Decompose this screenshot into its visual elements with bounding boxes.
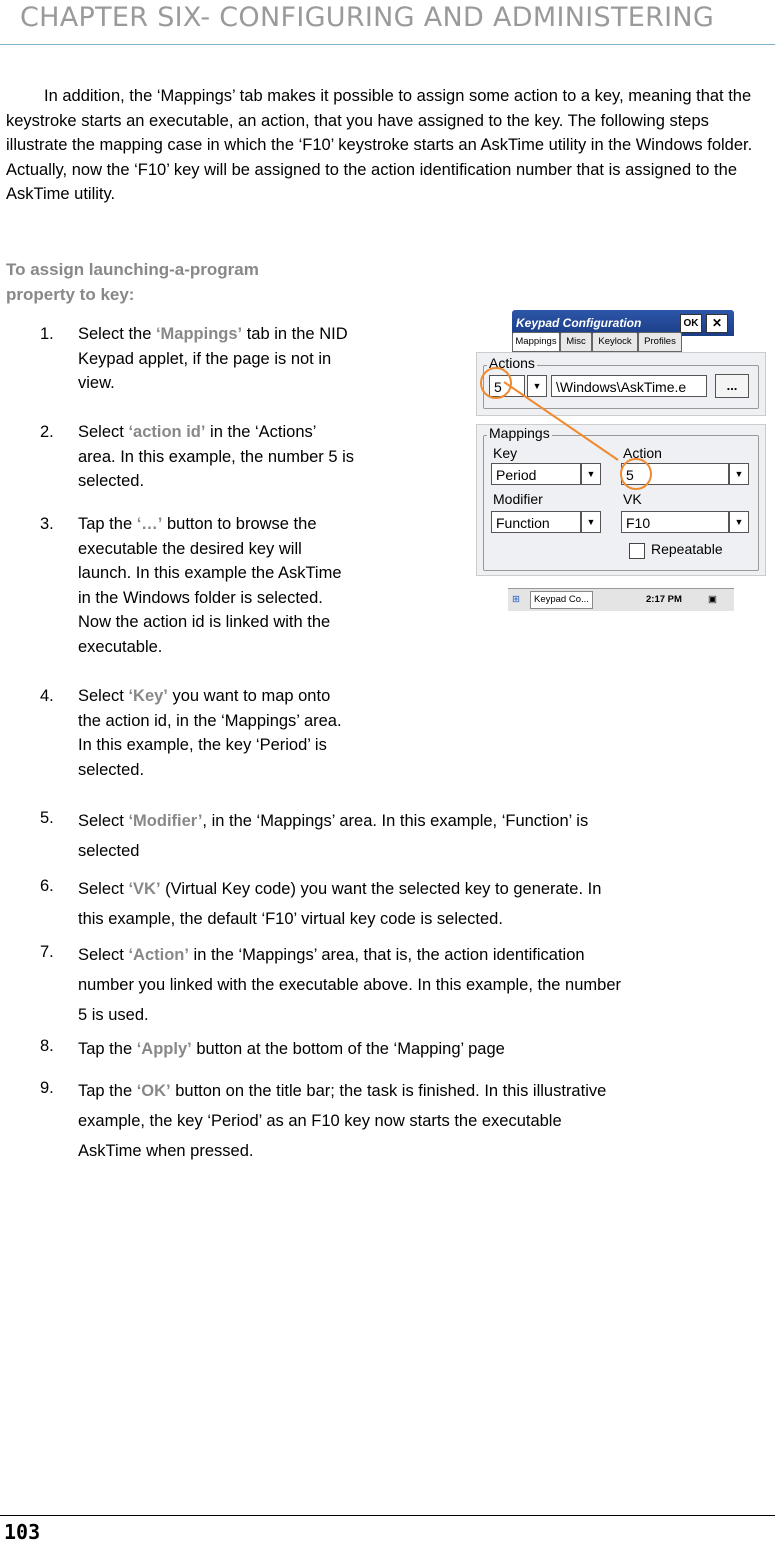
taskbar-time: 2:17 PM — [646, 594, 682, 605]
step-number: 9. — [40, 1079, 54, 1097]
step-text — [78, 1034, 505, 1064]
step-line: Keypad applet, if the page is not in — [78, 349, 332, 368]
tab-misc[interactable]: Misc — [560, 332, 592, 352]
vk-label: VK — [623, 491, 642, 507]
chevron-down-icon[interactable]: ▼ — [527, 375, 547, 397]
step-line-1: , in the ‘Mappings’ area. In this example, ‘Function’ is — [202, 812, 589, 830]
step-number: 3. — [40, 515, 54, 533]
vk-select[interactable]: F10 — [621, 511, 729, 533]
tab-profiles[interactable]: Profiles — [638, 332, 682, 352]
step-line: selected — [78, 842, 140, 860]
window-title: Keypad Configuration — [516, 316, 642, 330]
step-line: this example, the default ‘F10’ virtual key code is selected. — [78, 910, 503, 928]
step-number: 8. — [40, 1037, 54, 1055]
step-line: launch. In this example the AskTime — [78, 564, 342, 582]
actions-label: Actions — [489, 355, 535, 371]
action-select[interactable]: 5 — [621, 463, 729, 485]
subheading-line-2: property to key: — [6, 285, 135, 304]
step-prefix: Select — [78, 880, 129, 898]
browse-button[interactable]: ... — [715, 374, 749, 398]
step-line: example, the key ‘Period’ as an F10 key now starts the executable — [78, 1112, 562, 1130]
section-subheading — [6, 257, 366, 307]
step-keyword: ‘…’ — [136, 515, 163, 533]
step-line-1: button on the title bar; the task is finished. In this illustrative — [170, 1082, 607, 1100]
chevron-down-icon[interactable]: ▼ — [729, 511, 749, 533]
step-keyword: ‘Key’ — [128, 687, 168, 705]
step-text — [78, 940, 621, 1030]
step-keyword: ‘Action’ — [128, 946, 189, 964]
key-select[interactable]: Period — [491, 463, 581, 485]
mappings-label: Mappings — [489, 425, 550, 441]
step-text — [78, 806, 588, 866]
tab-mappings[interactable]: Mappings — [512, 332, 560, 352]
chevron-down-icon[interactable]: ▼ — [581, 511, 601, 533]
step-number: 5. — [40, 809, 54, 827]
step-keyword: ‘VK’ — [128, 880, 161, 898]
highlight-overlay — [476, 308, 766, 614]
step-line-1: in the ‘Actions’ — [205, 423, 317, 441]
step-number: 1. — [40, 325, 54, 343]
step-keyword: ‘Apply’ — [136, 1040, 192, 1058]
step-keyword: ‘OK’ — [136, 1082, 171, 1100]
step-line: area. In this example, the number 5 is — [78, 447, 355, 466]
step-line-1: button at the bottom of the ‘Mapping’ page — [191, 1040, 505, 1058]
intro-paragraph — [6, 84, 768, 207]
keypad-config-screenshot — [476, 308, 766, 614]
step-prefix: Tap the — [78, 1082, 137, 1100]
tray-icon[interactable]: ▣ — [708, 594, 717, 605]
chevron-down-icon[interactable]: ▼ — [581, 463, 601, 485]
close-icon[interactable]: ✕ — [706, 314, 728, 333]
step-keyword: ‘action id’ — [128, 423, 206, 441]
step-text — [78, 420, 354, 494]
step-line: 5 is used. — [78, 1006, 149, 1024]
page-number: 103 — [4, 1520, 41, 1544]
highlight-circle-action — [621, 459, 651, 489]
step-line-1: (Virtual Key code) you want the selected key to generate. In — [160, 880, 602, 898]
modifier-label: Modifier — [493, 491, 543, 507]
step-number: 4. — [40, 687, 54, 705]
subheading-line-1: To assign launching-a-program — [6, 260, 259, 279]
step-prefix: Select the — [78, 325, 156, 343]
tab-keylock[interactable]: Keylock — [592, 332, 638, 352]
start-icon[interactable]: ⊞ — [512, 594, 520, 605]
action-path-field[interactable]: \Windows\AskTime.e — [551, 375, 707, 397]
step-number: 2. — [40, 423, 54, 441]
step-line: executable. — [78, 637, 163, 656]
step-number: 6. — [40, 877, 54, 895]
step-text — [78, 512, 342, 659]
step-line: AskTime when pressed. — [78, 1142, 254, 1160]
step-keyword: ‘Mappings’ — [155, 325, 243, 343]
step-line: in the Windows folder is selected. — [78, 588, 323, 607]
step-prefix: Select — [78, 423, 129, 441]
intro-text: In addition, the ‘Mappings’ tab makes it possible to assign some action to a key, meaning that the keystroke starts an executable, an action, that you have assigned to the key. The following steps illustrate the mapping case in which the ‘F10’ keystroke starts an AskTime utility in the Windows folder. Actually, now the ‘F10’ key will be assigned to the action identification number that is assigned to the AskTime utility. — [6, 87, 753, 203]
step-keyword: ‘Modifier’ — [128, 812, 203, 830]
page-header — [0, 0, 775, 45]
step-text — [78, 1076, 606, 1166]
repeatable-label: Repeatable — [651, 541, 723, 557]
step-number: 7. — [40, 943, 54, 961]
step-line: view. — [78, 374, 115, 392]
step-text — [78, 322, 348, 396]
step-prefix: Select — [78, 946, 129, 964]
action-label: Action — [623, 445, 662, 461]
step-line: In this example, the key ‘Period’ is — [78, 736, 327, 754]
step-line-1: button to browse the — [162, 515, 317, 533]
step-line: number you linked with the executable above. In this example, the number — [78, 976, 621, 994]
step-prefix: Tap the — [78, 1040, 137, 1058]
footer-rule — [0, 1515, 775, 1516]
step-line: executable the desired key will — [78, 539, 302, 558]
step-prefix: Select — [78, 812, 129, 830]
action-id-field[interactable]: 5 — [489, 375, 525, 397]
step-line: selected. — [78, 472, 145, 490]
step-text — [78, 874, 601, 934]
step-text — [78, 684, 342, 782]
ok-button[interactable]: OK — [680, 314, 702, 333]
step-line: Now the action id is linked with the — [78, 613, 331, 631]
step-line-1: in the ‘Mappings’ area, that is, the action identification — [188, 946, 585, 964]
step-line-1: you want to map onto — [167, 687, 331, 705]
step-line-1: tab in the NID — [242, 325, 348, 343]
connector-line — [504, 382, 618, 460]
step-line: selected. — [78, 760, 145, 779]
modifier-select[interactable]: Function — [491, 511, 581, 533]
step-prefix: Tap the — [78, 515, 137, 533]
chevron-down-icon[interactable]: ▼ — [729, 463, 749, 485]
taskbar-app[interactable]: Keypad Co... — [530, 591, 593, 609]
step-line: the action id, in the ‘Mappings’ area. — [78, 711, 342, 730]
chapter-title: CHAPTER SIX- CONFIGURING AND ADMINISTERING — [20, 2, 715, 33]
step-prefix: Select — [78, 687, 129, 705]
key-label: Key — [493, 445, 518, 461]
